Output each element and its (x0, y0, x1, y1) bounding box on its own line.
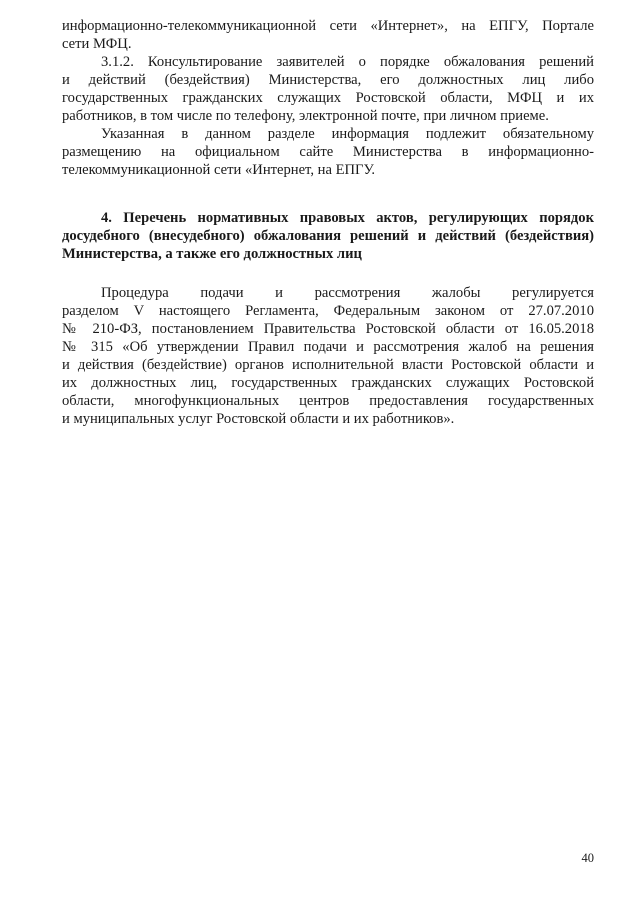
paragraph-line: размещению на официальном сайте Министерства в информационно- (62, 144, 594, 160)
page-number: 40 (581, 851, 594, 865)
paragraph-line: телекоммуникационной сети «Интернет, на ЕПГУ. (62, 162, 376, 178)
spacer (62, 179, 594, 209)
paragraph-1 (62, 17, 594, 53)
paragraph-3 (62, 125, 594, 179)
paragraph-2 (62, 53, 594, 125)
heading-line: Министерства, а также его должностных лиц (62, 246, 362, 262)
spacer (62, 263, 594, 284)
paragraph-line: их должностных лиц, государственных гражданских служащих Ростовской (62, 375, 594, 391)
paragraph-line: государственных гражданских служащих Ростовской области, МФЦ и их (62, 90, 594, 106)
paragraph-line: Процедура подачи и рассмотрения жалобы регулируется (101, 285, 594, 301)
paragraph-line: работников, в том числе по телефону, электронной почте, при личном приеме. (62, 108, 549, 124)
paragraph-line: Указанная в данном разделе информация подлежит обязательному (101, 126, 594, 142)
heading-line: досудебного (внесудебного) обжалования решений и действий (бездействия) (62, 228, 594, 244)
paragraph-line: 3.1.2. Консультирование заявителей о порядке обжалования решений (101, 54, 594, 70)
paragraph-line: № 210-ФЗ, постановлением Правительства Ростовской области от 16.05.2018 (62, 321, 594, 337)
paragraph-4 (62, 284, 594, 428)
paragraph-line: области, многофункциональных центров предоставления государственных (62, 393, 594, 409)
paragraph-line: и муниципальных услуг Ростовской области и их работников». (62, 411, 455, 427)
section-heading (62, 209, 594, 263)
paragraph-line: информационно-телекоммуникационной сети «Интернет», на ЕПГУ, Портале (62, 18, 594, 34)
paragraph-line: разделом V настоящего Регламента, Федеральным законом от 27.07.2010 (62, 303, 594, 319)
heading-line: 4. Перечень нормативных правовых актов, регулирующих порядок (101, 210, 594, 226)
paragraph-line: и действий (бездействия) Министерства, его должностных лиц либо (62, 72, 594, 88)
document-body (62, 17, 594, 428)
paragraph-line: № 315 «Об утверждении Правил подачи и рассмотрения жалоб на решения (62, 339, 594, 355)
paragraph-line: сети МФЦ. (62, 36, 132, 52)
paragraph-line: и действия (бездействие) органов исполнительной власти Ростовской области и (62, 357, 594, 373)
